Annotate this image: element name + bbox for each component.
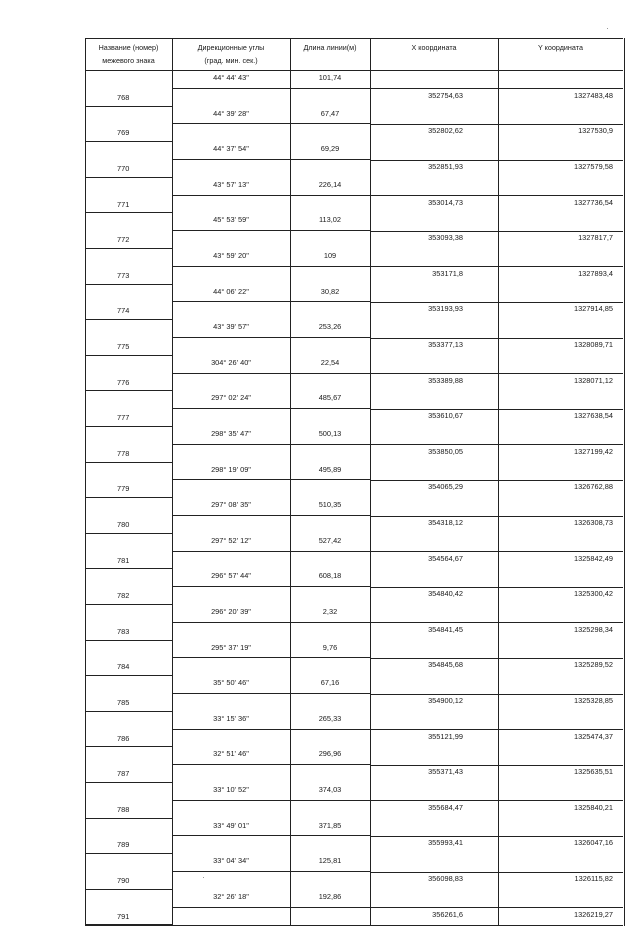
segment-row-rule: [172, 622, 370, 623]
line-length-cell: 67,16: [320, 678, 340, 688]
segment-row-rule: [172, 551, 370, 552]
xy-row-rule: [370, 266, 623, 267]
direction-angle-cell: 32° 51' 46": [213, 749, 249, 759]
line-length-cell: 495,89: [318, 464, 342, 474]
point-row-rule: [85, 355, 172, 356]
x-coordinate-cell: 356261,6: [432, 909, 463, 919]
segment-row-rule: [172, 729, 370, 730]
xy-row-rule: [370, 622, 623, 623]
point-row-rule: [85, 853, 172, 854]
point-name-cell: 783: [117, 626, 130, 636]
point-name-cell: 775: [117, 342, 130, 351]
y-coordinate-cell: 1325842,49: [573, 553, 613, 563]
line-length-cell: 226,14: [318, 179, 342, 189]
point-row-rule: [85, 604, 172, 605]
y-coordinate-cell: 1327736,54: [573, 197, 613, 207]
segment-row-rule: [172, 693, 370, 694]
point-name-cell: 790: [117, 876, 130, 885]
header-direction-angle-line1: Дирекционные углы: [197, 43, 265, 52]
x-coordinate-cell: 356098,83: [428, 874, 463, 883]
direction-angle-cell: 44° 44' 43": [213, 73, 249, 82]
point-name-cell: 773: [117, 270, 130, 280]
segment-row-rule: [172, 337, 370, 338]
direction-angle-cell: 44° 37' 54": [213, 144, 249, 154]
line-length-cell: 67,47: [320, 108, 340, 118]
y-coordinate-cell: 1327914,85: [573, 304, 613, 314]
line-length-cell: 510,35: [318, 500, 342, 510]
segment-row-rule: [172, 444, 370, 445]
line-length-cell: 2,32: [322, 607, 338, 616]
direction-angle-cell: 43° 59' 20": [213, 251, 249, 260]
line-length-cell: 485,67: [318, 393, 342, 403]
x-coordinate-cell: 353171,8: [432, 268, 463, 278]
x-coordinate-cell: 353014,73: [428, 197, 463, 207]
line-length-cell: 500,13: [318, 429, 342, 438]
line-length-cell: 101,74: [318, 73, 342, 82]
scan-speck: [203, 877, 204, 878]
point-row-rule: [85, 462, 172, 463]
point-row-rule: [85, 533, 172, 534]
xy-row-rule: [370, 480, 623, 481]
xy-row-rule: [370, 516, 623, 517]
header-x-coordinate-label: X координата: [411, 43, 457, 52]
point-row-rule: [85, 568, 172, 569]
x-coordinate-cell: 353193,93: [428, 304, 463, 314]
xy-row-rule: [370, 800, 623, 801]
point-name-cell: 778: [117, 448, 130, 458]
segment-row-rule: [172, 373, 370, 374]
point-row-rule: [85, 141, 172, 142]
point-row-rule: [85, 177, 172, 178]
direction-angle-cell: 43° 57' 13": [213, 179, 249, 189]
direction-angle-cell: 33° 10' 52": [213, 785, 249, 794]
y-coordinate-cell: 1325474,37: [573, 731, 613, 741]
point-name-cell: 781: [117, 555, 130, 565]
x-coordinate-cell: 353093,38: [428, 233, 463, 243]
point-row-rule: [85, 106, 172, 107]
segment-row-rule: [172, 515, 370, 516]
boundary-coordinates-document: [85, 38, 623, 926]
y-coordinate-cell: 1327579,58: [573, 162, 613, 171]
line-length-cell: 371,85: [318, 820, 342, 830]
line-length-cell: 374,03: [318, 785, 342, 794]
header-y-coordinate-label: Y координата: [538, 43, 583, 52]
point-row-rule: [85, 497, 172, 498]
point-name-cell: 779: [117, 484, 130, 494]
point-name-cell: 785: [117, 698, 130, 707]
direction-angle-cell: 45° 53' 59": [213, 215, 249, 225]
line-length-cell: 9,76: [322, 642, 338, 652]
line-length-cell: 109: [323, 251, 337, 260]
direction-angle-cell: 32° 26' 18": [213, 891, 249, 901]
direction-angle-cell: 298° 19' 09": [211, 464, 251, 474]
y-coordinate-cell: 1327817,7: [578, 233, 613, 243]
point-name-cell: 784: [117, 662, 130, 672]
line-length-cell: 265,33: [318, 713, 342, 723]
point-row-rule: [85, 711, 172, 712]
x-coordinate-cell: 352802,62: [428, 126, 463, 136]
line-length-cell: 125,81: [318, 856, 342, 866]
point-row-rule: [85, 426, 172, 427]
point-row-rule: [85, 390, 172, 391]
y-coordinate-cell: 1325635,51: [573, 767, 613, 777]
header-point-name-line2: межевого знака: [102, 56, 155, 65]
y-coordinate-cell: 1325300,42: [573, 589, 613, 599]
xy-row-rule: [370, 765, 623, 766]
point-row-rule: [85, 746, 172, 747]
line-length-cell: 608,18: [318, 571, 342, 581]
y-coordinate-cell: 1327638,54: [573, 411, 613, 421]
line-length-cell: 192,86: [318, 891, 342, 901]
header-line-length-label: Длина линии(м): [303, 43, 357, 52]
segment-row-rule: [172, 123, 370, 124]
segment-row-rule: [172, 408, 370, 409]
segment-row-rule: [172, 835, 370, 836]
point-row-rule: [85, 319, 172, 320]
x-coordinate-cell: 353850,05: [428, 446, 463, 456]
xy-row-rule: [370, 587, 623, 588]
header-point-name-line1: Название (номер): [98, 43, 159, 52]
y-coordinate-cell: 1326219,27: [573, 909, 613, 919]
point-name-cell: 776: [117, 377, 130, 387]
direction-angle-cell: 298° 35' 47": [211, 429, 251, 438]
xy-row-rule: [370, 160, 623, 161]
header-bottom-rule: [85, 70, 623, 71]
direction-angle-cell: 297° 52' 12": [211, 535, 251, 545]
x-coordinate-cell: 355993,41: [428, 838, 463, 848]
direction-angle-cell: 33° 49' 01": [213, 820, 249, 830]
line-length-cell: 527,42: [318, 535, 342, 545]
direction-angle-cell: 43° 39' 57": [213, 322, 249, 332]
line-length-cell: 22,54: [320, 357, 340, 367]
coordinates-table: [85, 38, 623, 926]
segment-row-rule: [172, 907, 370, 908]
point-row-rule: [85, 248, 172, 249]
x-coordinate-cell: 352754,63: [428, 90, 463, 100]
segment-row-rule: [172, 764, 370, 765]
point-name-cell: 772: [117, 235, 130, 245]
point-name-cell: 782: [117, 591, 130, 601]
y-coordinate-cell: 1325840,21: [573, 802, 613, 812]
point-name-cell: 791: [117, 911, 130, 921]
line-length-cell: 296,96: [318, 749, 342, 759]
xy-row-rule: [370, 836, 623, 837]
point-row-rule: [85, 640, 172, 641]
scan-speck: [607, 28, 608, 29]
direction-angle-cell: 295° 37' 19": [211, 642, 251, 652]
line-length-cell: 253,26: [318, 322, 342, 332]
direction-angle-cell: 296° 20' 39": [211, 607, 251, 616]
direction-angle-cell: 44° 06' 22": [213, 286, 249, 296]
point-name-cell: 786: [117, 733, 130, 743]
xy-row-rule: [370, 302, 623, 303]
xy-row-rule: [370, 373, 623, 374]
y-coordinate-cell: 1327893,4: [578, 268, 613, 278]
segment-row-rule: [172, 159, 370, 160]
xy-row-rule: [370, 694, 623, 695]
x-coordinate-cell: 354318,12: [428, 518, 463, 527]
header-direction-angle-line2: (град. мин. сек.): [204, 56, 258, 65]
x-coordinate-cell: 354845,68: [428, 660, 463, 670]
direction-angle-cell: 304° 26' 40": [211, 357, 251, 367]
point-name-cell: 768: [117, 92, 130, 102]
xy-row-rule: [370, 195, 623, 196]
table-top-rule: [85, 38, 623, 39]
direction-angle-cell: 33° 04' 34": [213, 856, 249, 866]
segment-row-rule: [172, 479, 370, 480]
y-coordinate-cell: 1327199,42: [573, 446, 613, 456]
y-coordinate-cell: 1328071,12: [573, 375, 613, 385]
point-name-cell: 774: [117, 306, 130, 316]
x-coordinate-cell: 353377,13: [428, 340, 463, 349]
point-name-cell: 789: [117, 840, 130, 850]
point-name-cell: 777: [117, 413, 130, 423]
x-coordinate-cell: 353389,88: [428, 375, 463, 385]
point-name-cell: 788: [117, 804, 130, 814]
y-coordinate-cell: 1327530,9: [578, 126, 613, 136]
xy-row-rule: [370, 124, 623, 125]
y-coordinate-cell: 1326308,73: [573, 518, 613, 527]
point-row-rule: [85, 818, 172, 819]
x-coordinate-cell: 352851,93: [428, 162, 463, 171]
direction-angle-cell: 297° 08' 35": [211, 500, 251, 510]
x-coordinate-cell: 354564,67: [428, 553, 463, 563]
xy-row-rule: [370, 551, 623, 552]
segment-row-rule: [172, 871, 370, 872]
point-row-rule: [85, 284, 172, 285]
point-row-rule: [85, 212, 172, 213]
point-name-cell: 787: [117, 769, 130, 779]
y-coordinate-cell: 1325298,34: [573, 624, 613, 634]
xy-row-rule: [370, 729, 623, 730]
point-name-cell: 770: [117, 164, 130, 173]
y-coordinate-cell: 1326762,88: [573, 482, 613, 492]
point-name-cell: 769: [117, 128, 130, 138]
xy-row-rule: [370, 338, 623, 339]
direction-angle-cell: 35° 50' 46": [213, 678, 249, 688]
y-coordinate-cell: 1325289,52: [573, 660, 613, 670]
xy-row-rule: [370, 658, 623, 659]
segment-row-rule: [172, 230, 370, 231]
x-coordinate-cell: 353610,67: [428, 411, 463, 421]
xy-row-rule: [370, 872, 623, 873]
direction-angle-cell: 297° 02' 24": [211, 393, 251, 403]
direction-angle-cell: 296° 57' 44": [211, 571, 251, 581]
x-coordinate-cell: 354065,29: [428, 482, 463, 492]
x-coordinate-cell: 354841,45: [428, 624, 463, 634]
segment-row-rule: [172, 586, 370, 587]
y-coordinate-cell: 1326047,16: [573, 838, 613, 848]
line-length-cell: 30,82: [320, 286, 340, 296]
point-name-cell: 780: [117, 520, 130, 529]
xy-row-rule: [370, 444, 623, 445]
xy-row-rule: [370, 907, 623, 908]
segment-row-rule: [172, 657, 370, 658]
direction-angle-cell: 33° 15' 36": [213, 713, 249, 723]
xy-row-rule: [370, 409, 623, 410]
line-length-cell: 69,29: [320, 144, 340, 154]
xy-row-rule: [370, 231, 623, 232]
y-coordinate-cell: 1325328,85: [573, 696, 613, 705]
point-row-rule: [85, 782, 172, 783]
segment-row-rule: [172, 195, 370, 196]
point-row-rule: [85, 675, 172, 676]
y-coordinate-cell: 1328089,71: [573, 340, 613, 349]
segment-row-rule: [172, 800, 370, 801]
y-coordinate-cell: 1327483,48: [573, 90, 613, 100]
segment-row-rule: [172, 301, 370, 302]
segment-row-rule: [172, 266, 370, 267]
x-coordinate-cell: 355684,47: [428, 802, 463, 812]
segment-row-rule: [172, 88, 370, 89]
point-name-cell: 771: [117, 199, 130, 209]
x-coordinate-cell: 355121,99: [428, 731, 463, 741]
line-length-cell: 113,02: [318, 215, 342, 225]
y-coordinate-cell: 1326115,82: [574, 874, 613, 883]
x-coordinate-cell: 354840,42: [428, 589, 463, 599]
x-coordinate-cell: 354900,12: [428, 696, 463, 705]
x-coordinate-cell: 355371,43: [428, 767, 463, 777]
direction-angle-cell: 44° 39' 28": [213, 108, 249, 118]
xy-row-rule: [370, 88, 623, 89]
point-row-rule: [85, 889, 172, 890]
